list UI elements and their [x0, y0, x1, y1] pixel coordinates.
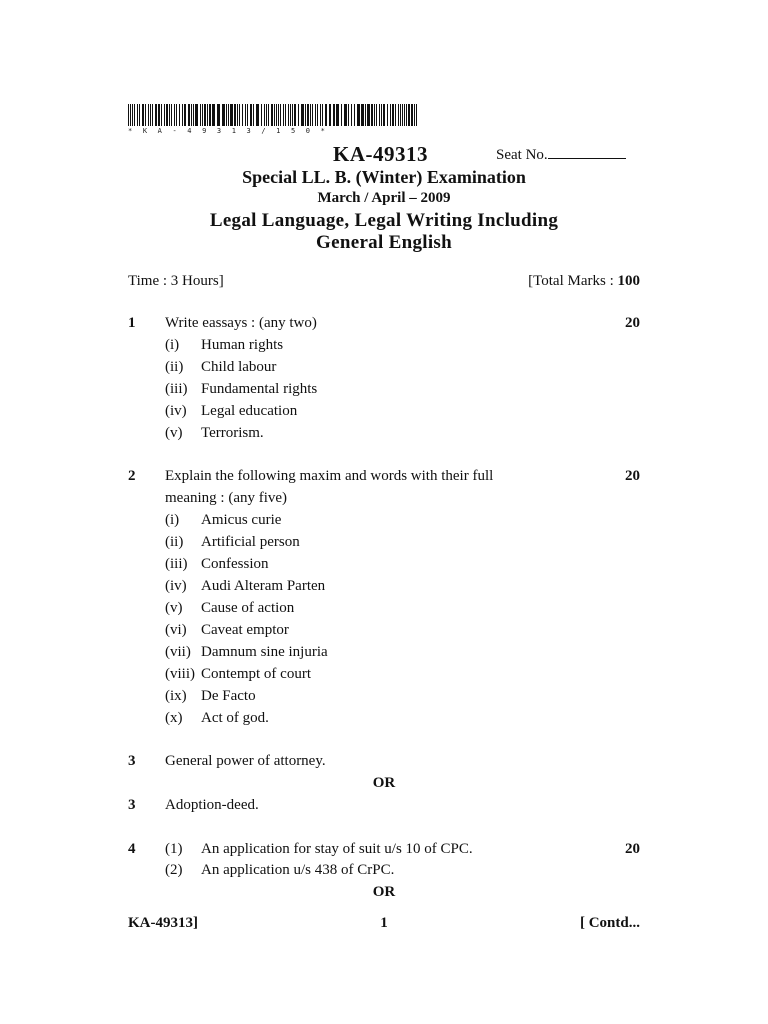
- item-text: Terrorism.: [201, 425, 264, 441]
- item-numeral: (iii): [165, 556, 188, 572]
- question-3b-text: Adoption-deed.: [165, 797, 259, 813]
- item-numeral: (iv): [165, 403, 187, 419]
- or-separator: OR: [372, 884, 396, 900]
- seat-blank-line: [548, 146, 626, 159]
- item-numeral: (vii): [165, 644, 191, 660]
- item-numeral: (2): [165, 862, 183, 878]
- item-text: Human rights: [201, 337, 284, 353]
- total-marks-label: [Total Marks :: [528, 273, 618, 289]
- seat-label: Seat No.: [496, 147, 548, 163]
- item-numeral: (iii): [165, 381, 188, 397]
- item-numeral: (1): [165, 841, 183, 857]
- item-numeral: (i): [165, 337, 180, 353]
- item-numeral: (ii): [165, 359, 184, 375]
- item-numeral: (iv): [165, 578, 187, 594]
- item-numeral: (i): [165, 512, 180, 528]
- footer-page-number: 1: [380, 915, 388, 931]
- total-marks: [528, 273, 640, 290]
- item-text: Legal education: [201, 403, 298, 419]
- question-2-text-line1: Explain the following maxim and words with their full: [165, 468, 494, 484]
- item-text: De Facto: [201, 688, 256, 704]
- seat-number-field: [496, 146, 626, 164]
- total-marks-value: 100: [617, 273, 640, 289]
- item-numeral: (viii): [165, 666, 195, 682]
- question-2-number: 2: [128, 468, 136, 484]
- item-numeral: (vi): [165, 622, 187, 638]
- item-text: Caveat emptor: [201, 622, 289, 638]
- question-1-marks: 20: [625, 315, 640, 331]
- item-text: Artificial person: [201, 534, 300, 550]
- question-4-marks: 20: [625, 841, 640, 857]
- question-3a-text: General power of attorney.: [165, 753, 326, 769]
- item-text: Amicus curie: [201, 512, 282, 528]
- item-text: Audi Alteram Parten: [201, 578, 326, 594]
- item-text: An application u/s 438 of CrPC.: [201, 862, 395, 878]
- subject-title-line1: Legal Language, Legal Writing Including: [209, 210, 559, 231]
- item-text: Act of god.: [201, 710, 269, 726]
- item-text: Fundamental rights: [201, 381, 318, 397]
- question-1-text: Write eassays : (any two): [165, 315, 317, 331]
- question-2-marks: 20: [625, 468, 640, 484]
- question-3a-number: 3: [128, 753, 136, 769]
- item-text: Damnum sine injuria: [201, 644, 328, 660]
- item-text: Contempt of court: [201, 666, 311, 682]
- item-text: Cause of action: [201, 600, 295, 616]
- item-numeral: (v): [165, 600, 183, 616]
- subject-title-line2: General English: [316, 232, 452, 253]
- footer-continued: [ Contd...: [579, 915, 640, 931]
- exam-session: March / April – 2009: [317, 190, 451, 206]
- barcode-text: *KA-49313/150*: [128, 127, 336, 135]
- item-numeral: (v): [165, 425, 183, 441]
- item-text: Confession: [201, 556, 269, 572]
- barcode: [128, 104, 420, 126]
- item-numeral: (ix): [165, 688, 187, 704]
- question-1-number: 1: [128, 315, 136, 331]
- item-numeral: (x): [165, 710, 183, 726]
- time-allowed: Time : 3 Hours]: [128, 273, 224, 289]
- item-text: An application for stay of suit u/s 10 of CPC.: [201, 841, 473, 857]
- item-numeral: (ii): [165, 534, 184, 550]
- item-text: Child labour: [201, 359, 277, 375]
- question-2-text-line2: meaning : (any five): [165, 490, 288, 506]
- or-separator: OR: [372, 775, 396, 791]
- question-3b-number: 3: [128, 797, 136, 813]
- exam-title: Special LL. B. (Winter) Examination: [242, 167, 526, 187]
- question-4-number: 4: [128, 841, 136, 857]
- footer-exam-code: KA-49313]: [128, 915, 198, 931]
- exam-code: KA-49313: [333, 142, 428, 166]
